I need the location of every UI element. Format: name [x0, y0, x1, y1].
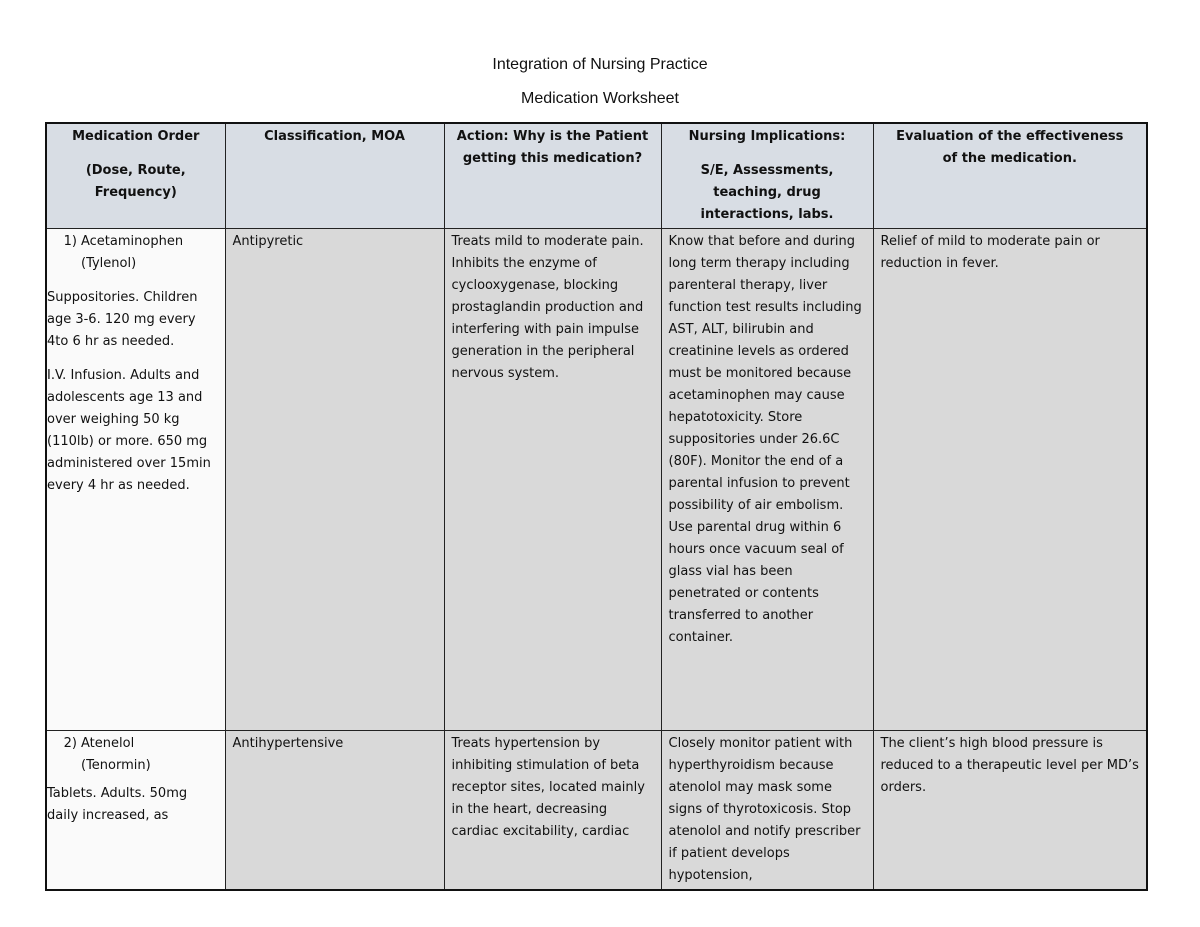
medication-order-b: I.V. Infusion. Adults and adolescents age 13 and over weighing 50 kg (110lb) or more. 650 mg administered over 15min every 4 hr as needed. — [47, 368, 211, 493]
header-nursing-implications-title: Nursing Implications: — [688, 129, 846, 144]
evaluation-text: The client’s high blood pressure is reduced to a therapeutic level per MD’s orders. — [880, 736, 1139, 795]
header-medication-order-title: Medication Order — [72, 129, 200, 144]
implications-text: Know that before and during long term therapy including parenteral therapy, liver function test results including AST, ALT, bilirubin and creatinine levels as ordered must be monitored because acetaminophen may cause hepatotoxicity. Store suppositories under 26.6C (80F). Monitor the end of a parental infusion to prevent possibility of air embolism. Use parental drug within 6 hours once vacuum seal of glass vial has been penetrated or contents transferred to another container. — [668, 234, 862, 645]
action-text: Treats mild to moderate pain. Inhibits the enzyme of cyclooxygenase, blocking prostaglandin production and interfering with pain impulse generation in the peripheral nervous system. — [451, 234, 644, 381]
medication-name: Acetaminophen — [81, 234, 184, 249]
table-row — [46, 731, 1147, 891]
classification-cell — [225, 731, 444, 891]
evaluation-cell — [873, 229, 1147, 731]
medication-order-a: Tablets. Adults. 50mg daily increased, as — [47, 786, 188, 823]
header-nursing-implications — [661, 123, 873, 229]
action-cell — [444, 229, 661, 731]
medication-brand: (Tylenol) — [81, 256, 137, 271]
header-action-title: Action: Why is the Patient getting this medication? — [456, 129, 649, 166]
medication-name: Atenelol — [81, 736, 135, 751]
evaluation-text: Relief of mild to moderate pain or reduction in fever. — [880, 234, 1100, 271]
action-text: Treats hypertension by inhibiting stimulation of beta receptor sites, located mainly in the heart, decreasing cardiac excitability, cardiac — [451, 736, 645, 839]
medication-worksheet-table — [45, 122, 1148, 891]
header-row — [46, 123, 1147, 229]
header-nursing-implications-sub: S/E, Assessments, teaching, drug interactions, labs. — [700, 163, 834, 222]
document-subtitle: Medication Worksheet — [521, 90, 679, 107]
medication-order-cell — [46, 229, 225, 731]
header-medication-order — [46, 123, 225, 229]
medication-order-a: Suppositories. Children age 3-6. 120 mg every 4to 6 hr as needed. — [47, 290, 198, 349]
implications-cell — [661, 229, 873, 731]
header-evaluation-title: Evaluation of the effectiveness of the medication. — [896, 129, 1124, 166]
classification-cell — [225, 229, 444, 731]
table-row — [46, 229, 1147, 731]
header-action — [444, 123, 661, 229]
implications-cell — [661, 731, 873, 891]
classification-text: Antihypertensive — [232, 736, 344, 751]
header-classification — [225, 123, 444, 229]
header-classification-title: Classification, MOA — [264, 129, 405, 144]
row-number: 2) — [63, 736, 77, 751]
row-number: 1) — [63, 234, 77, 249]
header-evaluation — [873, 123, 1147, 229]
header-medication-order-sub: (Dose, Route, Frequency) — [85, 163, 186, 200]
implications-text: Closely monitor patient with hyperthyroidism because atenolol may mask some signs of thyrotoxicosis. Stop atenolol and notify prescriber if patient develops hypotension, — [668, 736, 861, 883]
classification-text: Antipyretic — [232, 234, 304, 249]
document-title: Integration of Nursing Practice — [492, 56, 708, 73]
evaluation-cell — [873, 731, 1147, 891]
medication-order-cell — [46, 731, 225, 891]
action-cell — [444, 731, 661, 891]
medication-brand: (Tenormin) — [81, 758, 151, 773]
